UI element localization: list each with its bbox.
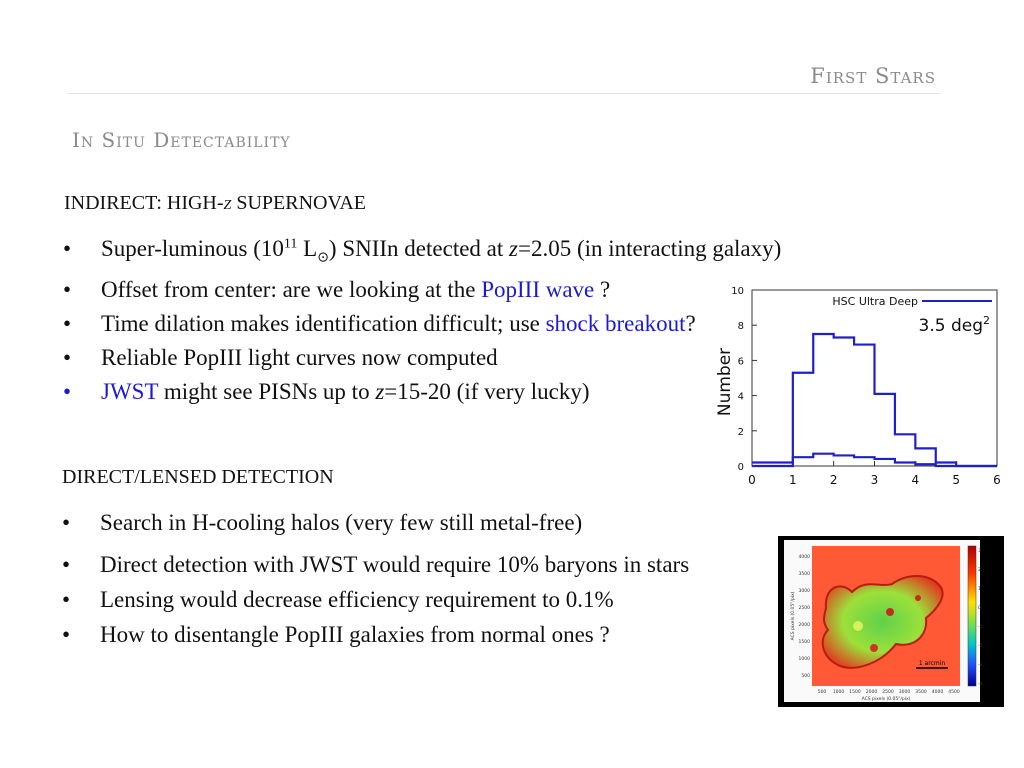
bullet-text: L <box>297 236 318 261</box>
y-tick-label: 0 <box>737 462 744 473</box>
colorbar-tick-label: 3 <box>978 549 981 554</box>
x-tick-label: 5 <box>952 473 960 487</box>
map-x-tick-label: 500 <box>817 690 827 695</box>
bullet-item-2 <box>62 552 689 587</box>
map-x-tick-label: 4500 <box>948 690 960 695</box>
exponent: 11 <box>283 236 298 252</box>
map-y-tick-label: 3000 <box>798 589 810 594</box>
header-title: First Stars <box>810 64 936 88</box>
bullet-text: Lensing would decrease efficiency requirement to 0.1% <box>100 587 614 612</box>
bullet-marker: • <box>63 236 72 261</box>
bullet-text: ? <box>594 277 611 302</box>
map-y-tick-label: 500 <box>801 674 810 679</box>
bullet-item-3 <box>62 587 689 622</box>
x-tick-label: 1 <box>789 473 797 487</box>
section-heading-indirect <box>64 192 366 215</box>
y-tick-label: 4 <box>737 391 744 403</box>
bullet-text: How to disentangle PopIII galaxies from normal ones ? <box>100 622 610 647</box>
bullet-text: Reliable PopIII light curves now computed <box>101 345 498 370</box>
scale-bar-label: 1 arcmin <box>918 660 946 667</box>
map-y-tick-label: 1000 <box>798 657 810 662</box>
x-tick-label: 0 <box>748 473 756 487</box>
bullet-item-1 <box>62 510 689 552</box>
direct-bullet-list <box>62 510 689 657</box>
area-value: 3.5 deg <box>918 316 983 336</box>
map-x-tick-label: 3500 <box>915 690 927 695</box>
popiii-wave-link[interactable]: PopIII wave <box>481 277 595 302</box>
map-x-tick-label: 2000 <box>865 690 878 695</box>
colorbar-tick-label: -3 <box>978 663 983 668</box>
map-y-tick-label: 3500 <box>798 572 810 577</box>
map-x-tick-label: 1000 <box>832 690 845 695</box>
colorbar <box>968 546 976 686</box>
colorbar-tick-label: -1 <box>978 625 983 630</box>
bullet-text: Direct detection with JWST would require 10% baryons in stars <box>100 552 690 577</box>
colorbar-tick-label: 1 <box>978 587 981 592</box>
jwst-link[interactable]: JWST <box>101 379 159 404</box>
map-y-tick-label: 2000 <box>798 623 810 628</box>
map-clump <box>870 644 878 652</box>
map-y-tick-label: 2500 <box>798 606 810 611</box>
bullet-text: Search in H-cooling halos (very few still metal-free) <box>100 510 583 535</box>
map-y-tick-label: 1500 <box>798 640 810 645</box>
colorbar-tick-label: 2 <box>978 568 981 573</box>
series-hsc-ultra-deep <box>752 334 997 466</box>
map-x-tick-label: 2500 <box>882 690 894 695</box>
bullet-text: Super-luminous (10 <box>101 236 284 261</box>
section-heading-direct: DIRECT/LENSED DETECTION <box>62 466 334 488</box>
map-x-tick-label: 1500 <box>849 690 861 695</box>
bullet-text: might see PISNs up to <box>158 379 376 404</box>
map-clump <box>853 621 863 631</box>
heading-text-post: SUPERNOVAE <box>231 192 366 214</box>
header-divider <box>68 93 940 94</box>
y-tick-label: 2 <box>737 426 744 438</box>
histogram-chart <box>700 282 1010 492</box>
bullet-marker: • <box>63 311 72 336</box>
area-exponent: 2 <box>983 314 990 327</box>
redshift-z: z <box>375 379 385 404</box>
y-tick-label: 10 <box>731 286 744 297</box>
map-clump <box>886 608 894 616</box>
bullet-marker: • <box>62 552 71 577</box>
y-axis-label: Number <box>715 347 735 417</box>
bullet-item-3 <box>63 311 781 345</box>
bullet-text: =15-20 (if very lucky) <box>384 379 590 404</box>
legend-label: HSC Ultra Deep <box>832 295 918 308</box>
bullet-item-5 <box>63 379 781 413</box>
map-x-label: ACS pixels (0.05"/pix) <box>861 697 911 702</box>
bullet-marker: • <box>62 622 71 647</box>
shock-breakout-link[interactable]: shock breakout <box>545 311 686 336</box>
bullet-marker: • <box>62 510 71 535</box>
map-x-tick-label: 4000 <box>931 690 944 695</box>
solar-symbol: ⊙ <box>317 250 329 266</box>
heading-z: z <box>223 192 232 214</box>
bullet-text: =2.05 (in interacting galaxy) <box>517 236 782 261</box>
legend-note <box>919 314 990 336</box>
bullet-item-1 <box>63 236 781 277</box>
bullet-text: ) SNIIn detected at <box>328 236 510 261</box>
colorbar-tick-label: -4 <box>978 682 983 687</box>
metallicity-map-figure <box>778 536 1004 707</box>
bullet-marker: • <box>63 379 72 404</box>
bullet-marker: • <box>62 587 71 612</box>
map-y-label: ACS pixels (0.05"/pix) <box>791 591 796 641</box>
colorbar-tick-label: 0 <box>978 606 981 611</box>
x-tick-label: 6 <box>993 473 1001 487</box>
bullet-text: ? <box>685 311 696 336</box>
map-x-tick-label: 3000 <box>898 690 911 695</box>
y-tick-label: 8 <box>737 321 744 333</box>
bullet-item-4 <box>63 345 781 379</box>
bullet-marker: • <box>63 345 72 370</box>
colorbar-tick-label: -2 <box>978 644 983 649</box>
x-tick-label: 2 <box>829 473 838 487</box>
bullet-item-4 <box>62 622 689 657</box>
x-tick-label: 3 <box>870 473 879 487</box>
x-tick-label: 4 <box>911 473 920 487</box>
slide-subtitle: In Situ Detectability <box>72 128 291 152</box>
bullet-text: Offset from center: are we looking at the <box>101 277 482 302</box>
indirect-bullet-list <box>63 236 781 413</box>
map-clump <box>915 595 921 601</box>
bullet-marker: • <box>63 277 72 302</box>
bullet-text: Time dilation makes identification difficult; use <box>101 311 546 336</box>
redshift-z: z <box>509 236 518 261</box>
heading-text-pre: INDIRECT: HIGH- <box>64 192 224 214</box>
y-tick-label: 6 <box>737 356 744 368</box>
map-y-tick-label: 4000 <box>798 555 810 560</box>
bullet-item-2 <box>63 277 781 311</box>
